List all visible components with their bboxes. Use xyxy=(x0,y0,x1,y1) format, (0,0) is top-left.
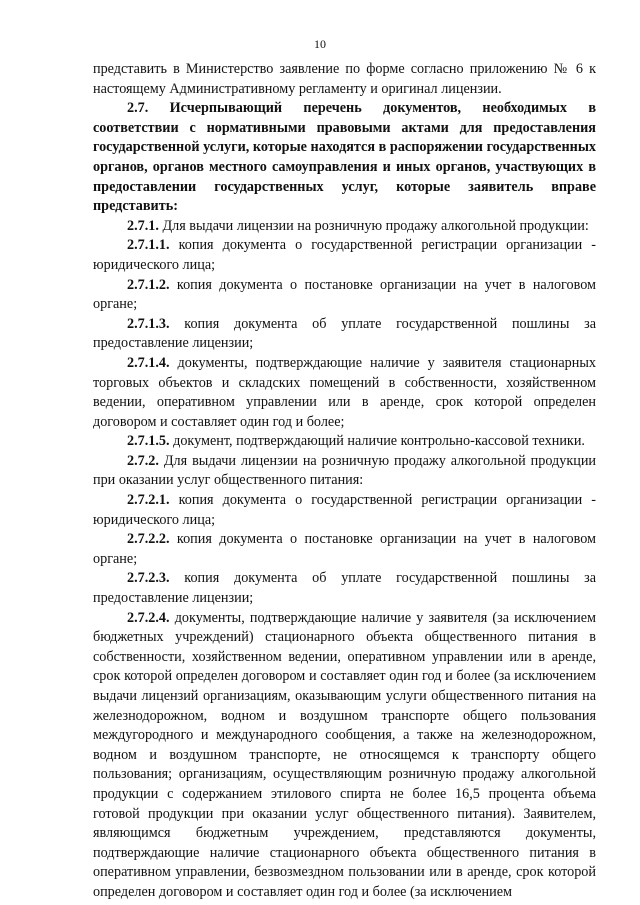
clause-text: копия документа об уплате государственной пошлины за предоставление лицензии; xyxy=(93,315,597,352)
paragraph-2-7-1-5 xyxy=(93,432,596,452)
clause-number: 2.7.2.2. xyxy=(127,531,170,548)
clause-text: Исчерпывающий перечень документов, необходимых в соответствии с нормативными правовыми актами для предоставления государственной услуги, которые находятся в распоряжении государственных органов, органов местного самоуправления и иных органов, участвующих в предоставлении государственных услуг, которые заявитель вправе представить: xyxy=(93,100,596,215)
clause-number: 2.7.2.1. xyxy=(127,492,170,509)
clause-text: Для выдачи лицензии на розничную продажу алкогольной продукции при оказании услуг общественного питания: xyxy=(93,452,597,489)
clause-number: 2.7.1.5. xyxy=(127,433,170,450)
clause-number: 2.7.2. xyxy=(127,452,159,469)
paragraph-2-7-2-1 xyxy=(93,491,596,530)
clause-text: копия документа об уплате государственной пошлины за предоставление лицензии; xyxy=(93,570,597,607)
clause-text: документы, подтверждающие наличие у заявителя стационарных торговых объектов и складских помещений в собственности, хозяйственном ведении, оперативном управлении или в аренде, срок которой определен договором и составляет один год и более; xyxy=(93,354,596,430)
clause-number: 2.7.1.4. xyxy=(127,354,170,371)
clause-text: копия документа о постановке организации на учет в налоговом органе; xyxy=(93,276,596,313)
paragraph-intro xyxy=(93,60,596,99)
clause-text: документ, подтверждающий наличие контрольно-кассовой техники. xyxy=(173,433,585,450)
clause-text: копия документа о постановке организации на учет в налоговом органе; xyxy=(93,531,596,567)
page-number: 10 xyxy=(314,37,326,51)
paragraph-2-7 xyxy=(93,99,596,217)
paragraph-2-7-1-3 xyxy=(93,315,596,354)
clause-text: документы, подтверждающие наличие у заявителя (за исключением бюджетных учреждений) стационарного объекта общественного питания в собственности, хозяйственном ведении, оперативном управлении или в аренде, срок которой определен договором и составляет один год и более (за исключением выдачи лицензий организациям, оказывающим услуги общественного питания на железнодорожном, водном и воздушном транспорте общего пользования междугородного и международного сообщения, а также на железнодорожном, водном и воздушном транспорте, не относящемся к транспорту общего пользования; организациям, осуществляющим розничную продажу алкогольной продукции с содержанием этилового спирта не более 16,5 процента объема готовой продукции при оказании услуг общественного питания). Заявителем, являющимся бюджетным учреждением, представляются документы, подтверждающие наличие стационарного объекта общественного питания в оперативном управлении, безвозмездном пользовании или в аренде, срок которой определен договором и составляет один год и более (за исключением xyxy=(93,609,596,900)
clause-number: 2.7.1.1. xyxy=(127,237,170,254)
paragraph-2-7-1-2 xyxy=(93,276,596,315)
paragraph-2-7-2 xyxy=(93,452,596,491)
clause-text: представить в Министерство заявление по форме согласно приложению № 6 к настоящему Административному регламенту и оригинал лицензии. xyxy=(93,61,596,97)
paragraph-2-7-2-4 xyxy=(93,609,596,903)
paragraph-2-7-1-4 xyxy=(93,354,596,432)
paragraph-2-7-1 xyxy=(93,217,596,237)
clause-text: копия документа о государственной регистрации организации - юридического лица; xyxy=(93,492,597,528)
clause-number: 2.7.1.2. xyxy=(127,276,170,293)
clause-number: 2.7. xyxy=(127,100,149,117)
clause-text: копия документа о государственной регистрации организации - юридического лица; xyxy=(93,237,597,273)
paragraph-2-7-2-2 xyxy=(93,530,596,569)
document-body xyxy=(93,60,596,903)
clause-number: 2.7.2.4. xyxy=(127,609,170,626)
paragraph-2-7-2-3 xyxy=(93,569,596,608)
clause-number: 2.7.1. xyxy=(127,217,159,234)
clause-text: Для выдачи лицензии на розничную продажу алкогольной продукции: xyxy=(162,217,589,234)
clause-number: 2.7.2.3. xyxy=(127,570,170,587)
clause-number: 2.7.1.3. xyxy=(127,315,170,332)
paragraph-2-7-1-1 xyxy=(93,236,596,275)
